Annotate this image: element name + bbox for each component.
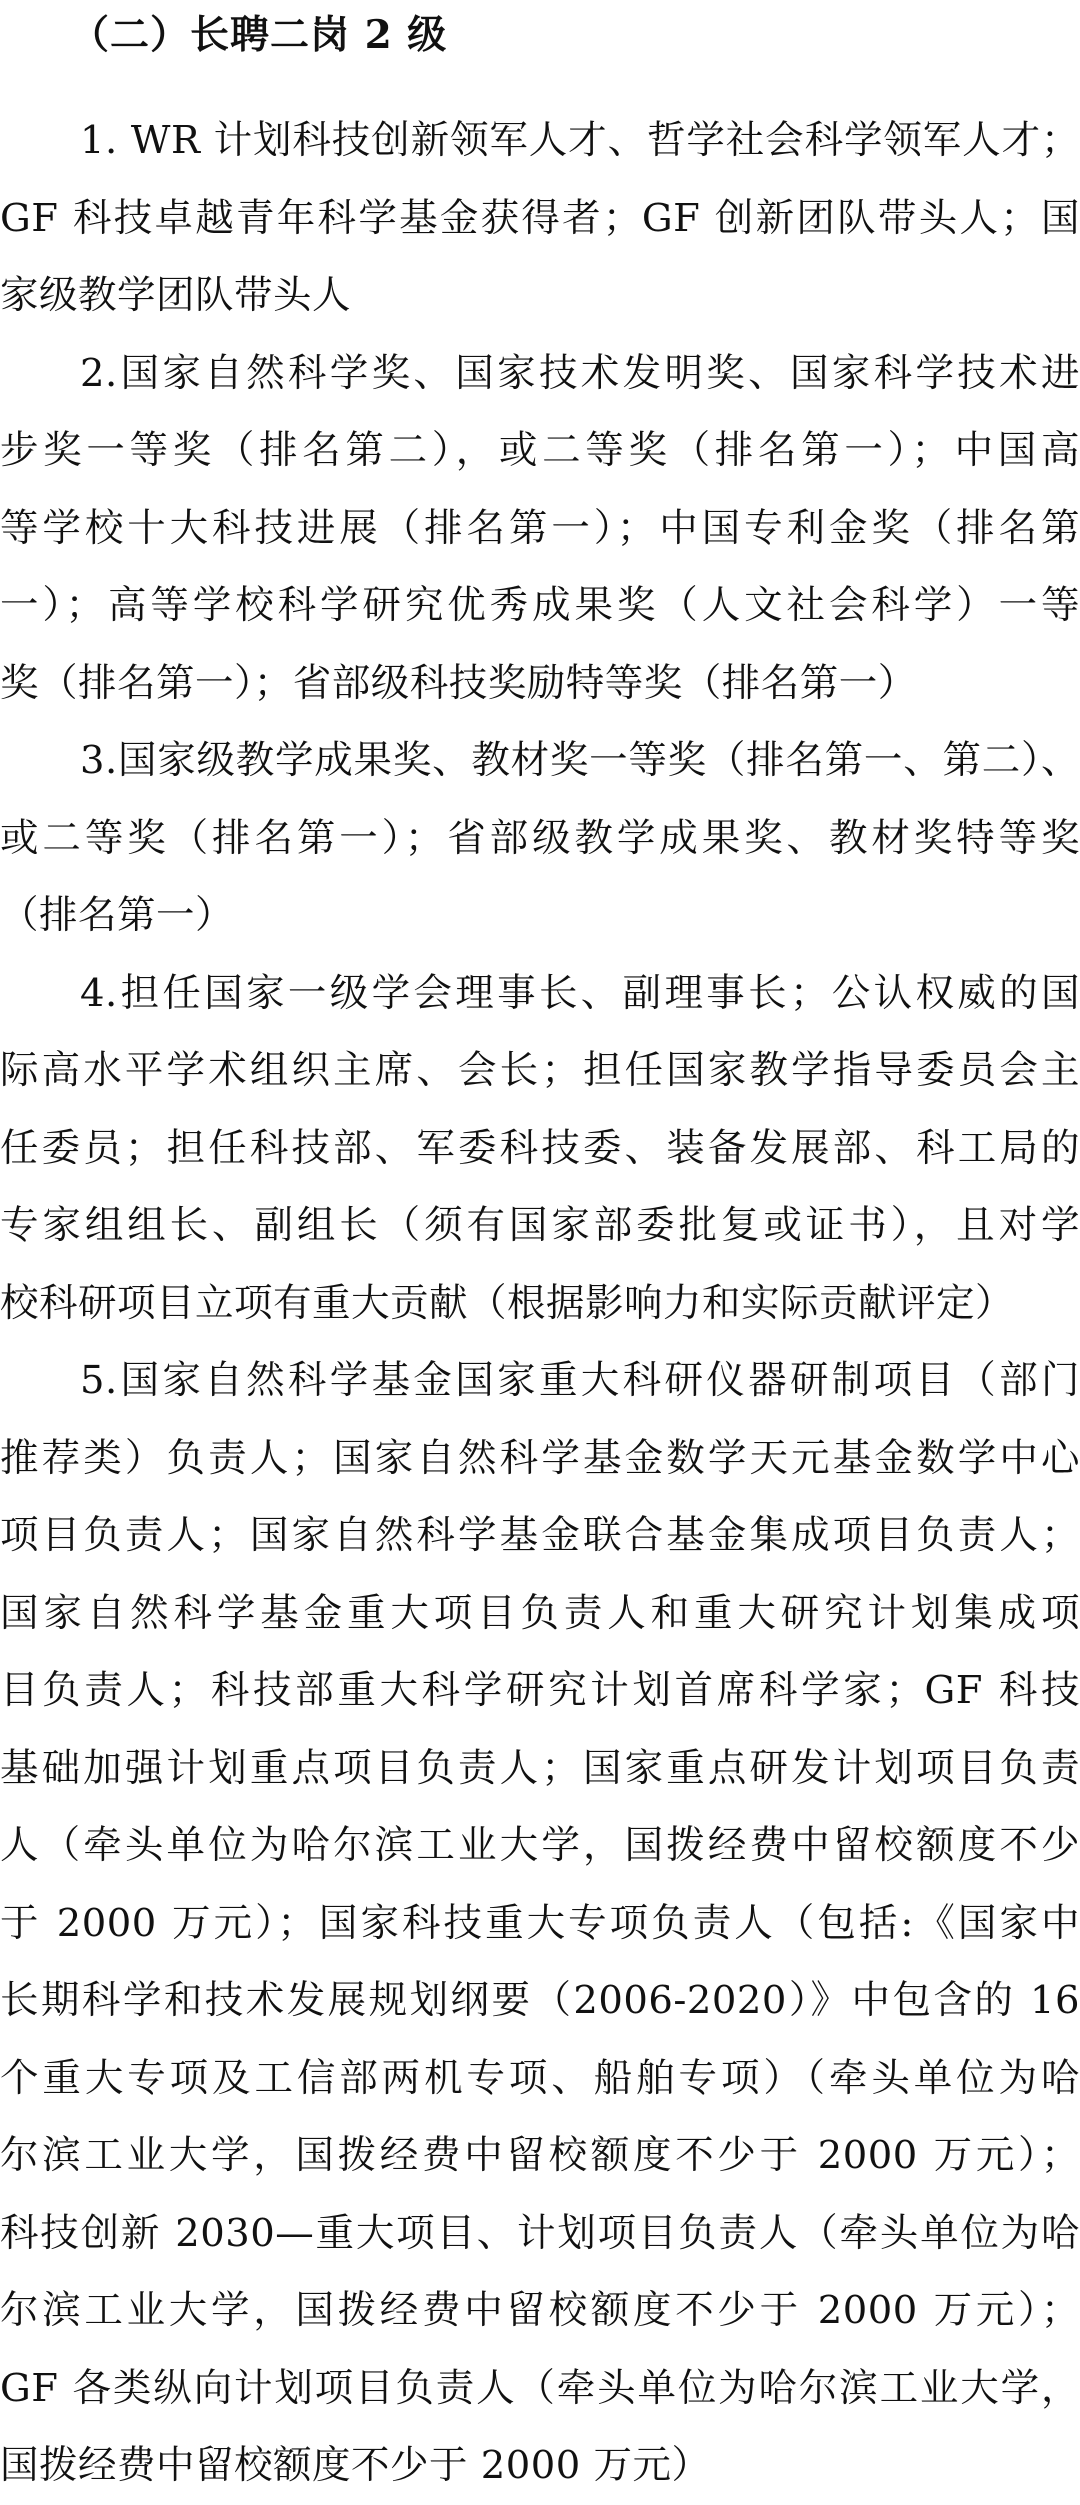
paragraph-4 xyxy=(0,955,1080,1343)
paragraph-line: 奖（排名第一）；省部级科技奖励特等奖（排名第一） xyxy=(0,660,917,706)
paragraph-line: 基础加强计划重点项目负责人；国家重点研发计划项目负责 xyxy=(0,1745,1080,1791)
paragraph-line: （排名第一） xyxy=(0,893,235,938)
paragraph-line: 2.国家自然科学奖、国家技术发明奖、国家科学技术进 xyxy=(80,350,1080,396)
paragraph-line: 或二等奖（排名第一）；省部级教学成果奖、教材奖特等奖 xyxy=(0,815,1080,861)
paragraph-line: 于 2000 万元）；国家科技重大专项负责人（包括:《国家中 xyxy=(0,1900,1080,1946)
paragraph-line: 步奖一等奖（排名第二），或二等奖（排名第一）；中国高 xyxy=(0,428,1080,473)
paragraph-line: 长期科学和技术发展规划纲要（2006-2020）》中包含的 16 xyxy=(0,1978,1080,2023)
paragraph-line: 专家组组长、副组长（须有国家部委批复或证书），且对学 xyxy=(0,1203,1080,1248)
paragraph-line: 一）；高等学校科学研究优秀成果奖（人文社会科学）一等 xyxy=(0,583,1080,628)
paragraph-line: 4.担任国家一级学会理事长、副理事长；公认权威的国 xyxy=(80,970,1080,1016)
paragraph-line: 3.国家级教学成果奖、教材奖一等奖（排名第一、第二）、 xyxy=(80,738,1080,783)
paragraph-line: GF 各类纵向计划项目负责人（牵头单位为哈尔滨工业大学， xyxy=(0,2365,1080,2411)
paragraph-line: 科技创新 2030—重大项目、计划项目负责人（牵头单位为哈 xyxy=(0,2210,1080,2256)
paragraph-line: 推荐类）负责人；国家自然科学基金数学天元基金数学中心 xyxy=(0,1435,1080,1481)
paragraph-line: 尔滨工业大学，国拨经费中留校额度不少于 2000 万元）； xyxy=(0,2133,1080,2178)
paragraph-line: 国拨经费中留校额度不少于 2000 万元） xyxy=(0,2443,711,2488)
paragraph-line: GF 科技卓越青年科学基金获得者；GF 创新团队带头人；国 xyxy=(0,195,1080,241)
paragraph-line: 目负责人；科技部重大科学研究计划首席科学家；GF 科技 xyxy=(0,1668,1080,1713)
paragraph-line: 等学校十大科技进展（排名第一）；中国专利金奖（排名第 xyxy=(0,505,1080,551)
paragraph-line: 家级教学团队带头人 xyxy=(0,273,352,318)
paragraph-line: 个重大专项及工信部两机专项、船舶专项）（牵头单位为哈 xyxy=(0,2055,1080,2101)
paragraph-5 xyxy=(0,1342,1080,2505)
paragraph-line: 1. WR 计划科技创新领军人才、哲学社会科学领军人才； xyxy=(80,118,1080,163)
paragraph-line: 际高水平学术组织主席、会长；担任国家教学指导委员会主 xyxy=(0,1048,1080,1093)
paragraph-1 xyxy=(0,102,1080,335)
paragraph-line: 任委员；担任科技部、军委科技委、装备发展部、科工局的 xyxy=(0,1125,1080,1171)
section-heading: （二）长聘二岗 2 级 xyxy=(70,12,448,58)
paragraph-line: 校科研项目立项有重大贡献（根据影响力和实际贡献评定） xyxy=(0,1280,1015,1326)
paragraph-3 xyxy=(0,722,1080,955)
paragraph-2 xyxy=(0,335,1080,723)
paragraph-line: 人（牵头单位为哈尔滨工业大学，国拨经费中留校额度不少 xyxy=(0,1823,1080,1868)
paragraph-line: 5.国家自然科学基金国家重大科研仪器研制项目（部门 xyxy=(80,1358,1080,1403)
document-body xyxy=(0,102,1080,2505)
paragraph-line: 尔滨工业大学，国拨经费中留校额度不少于 2000 万元）； xyxy=(0,2288,1080,2333)
paragraph-line: 项目负责人；国家自然科学基金联合基金集成项目负责人； xyxy=(0,1513,1080,1558)
paragraph-line: 国家自然科学基金重大项目负责人和重大研究计划集成项 xyxy=(0,1590,1080,1636)
